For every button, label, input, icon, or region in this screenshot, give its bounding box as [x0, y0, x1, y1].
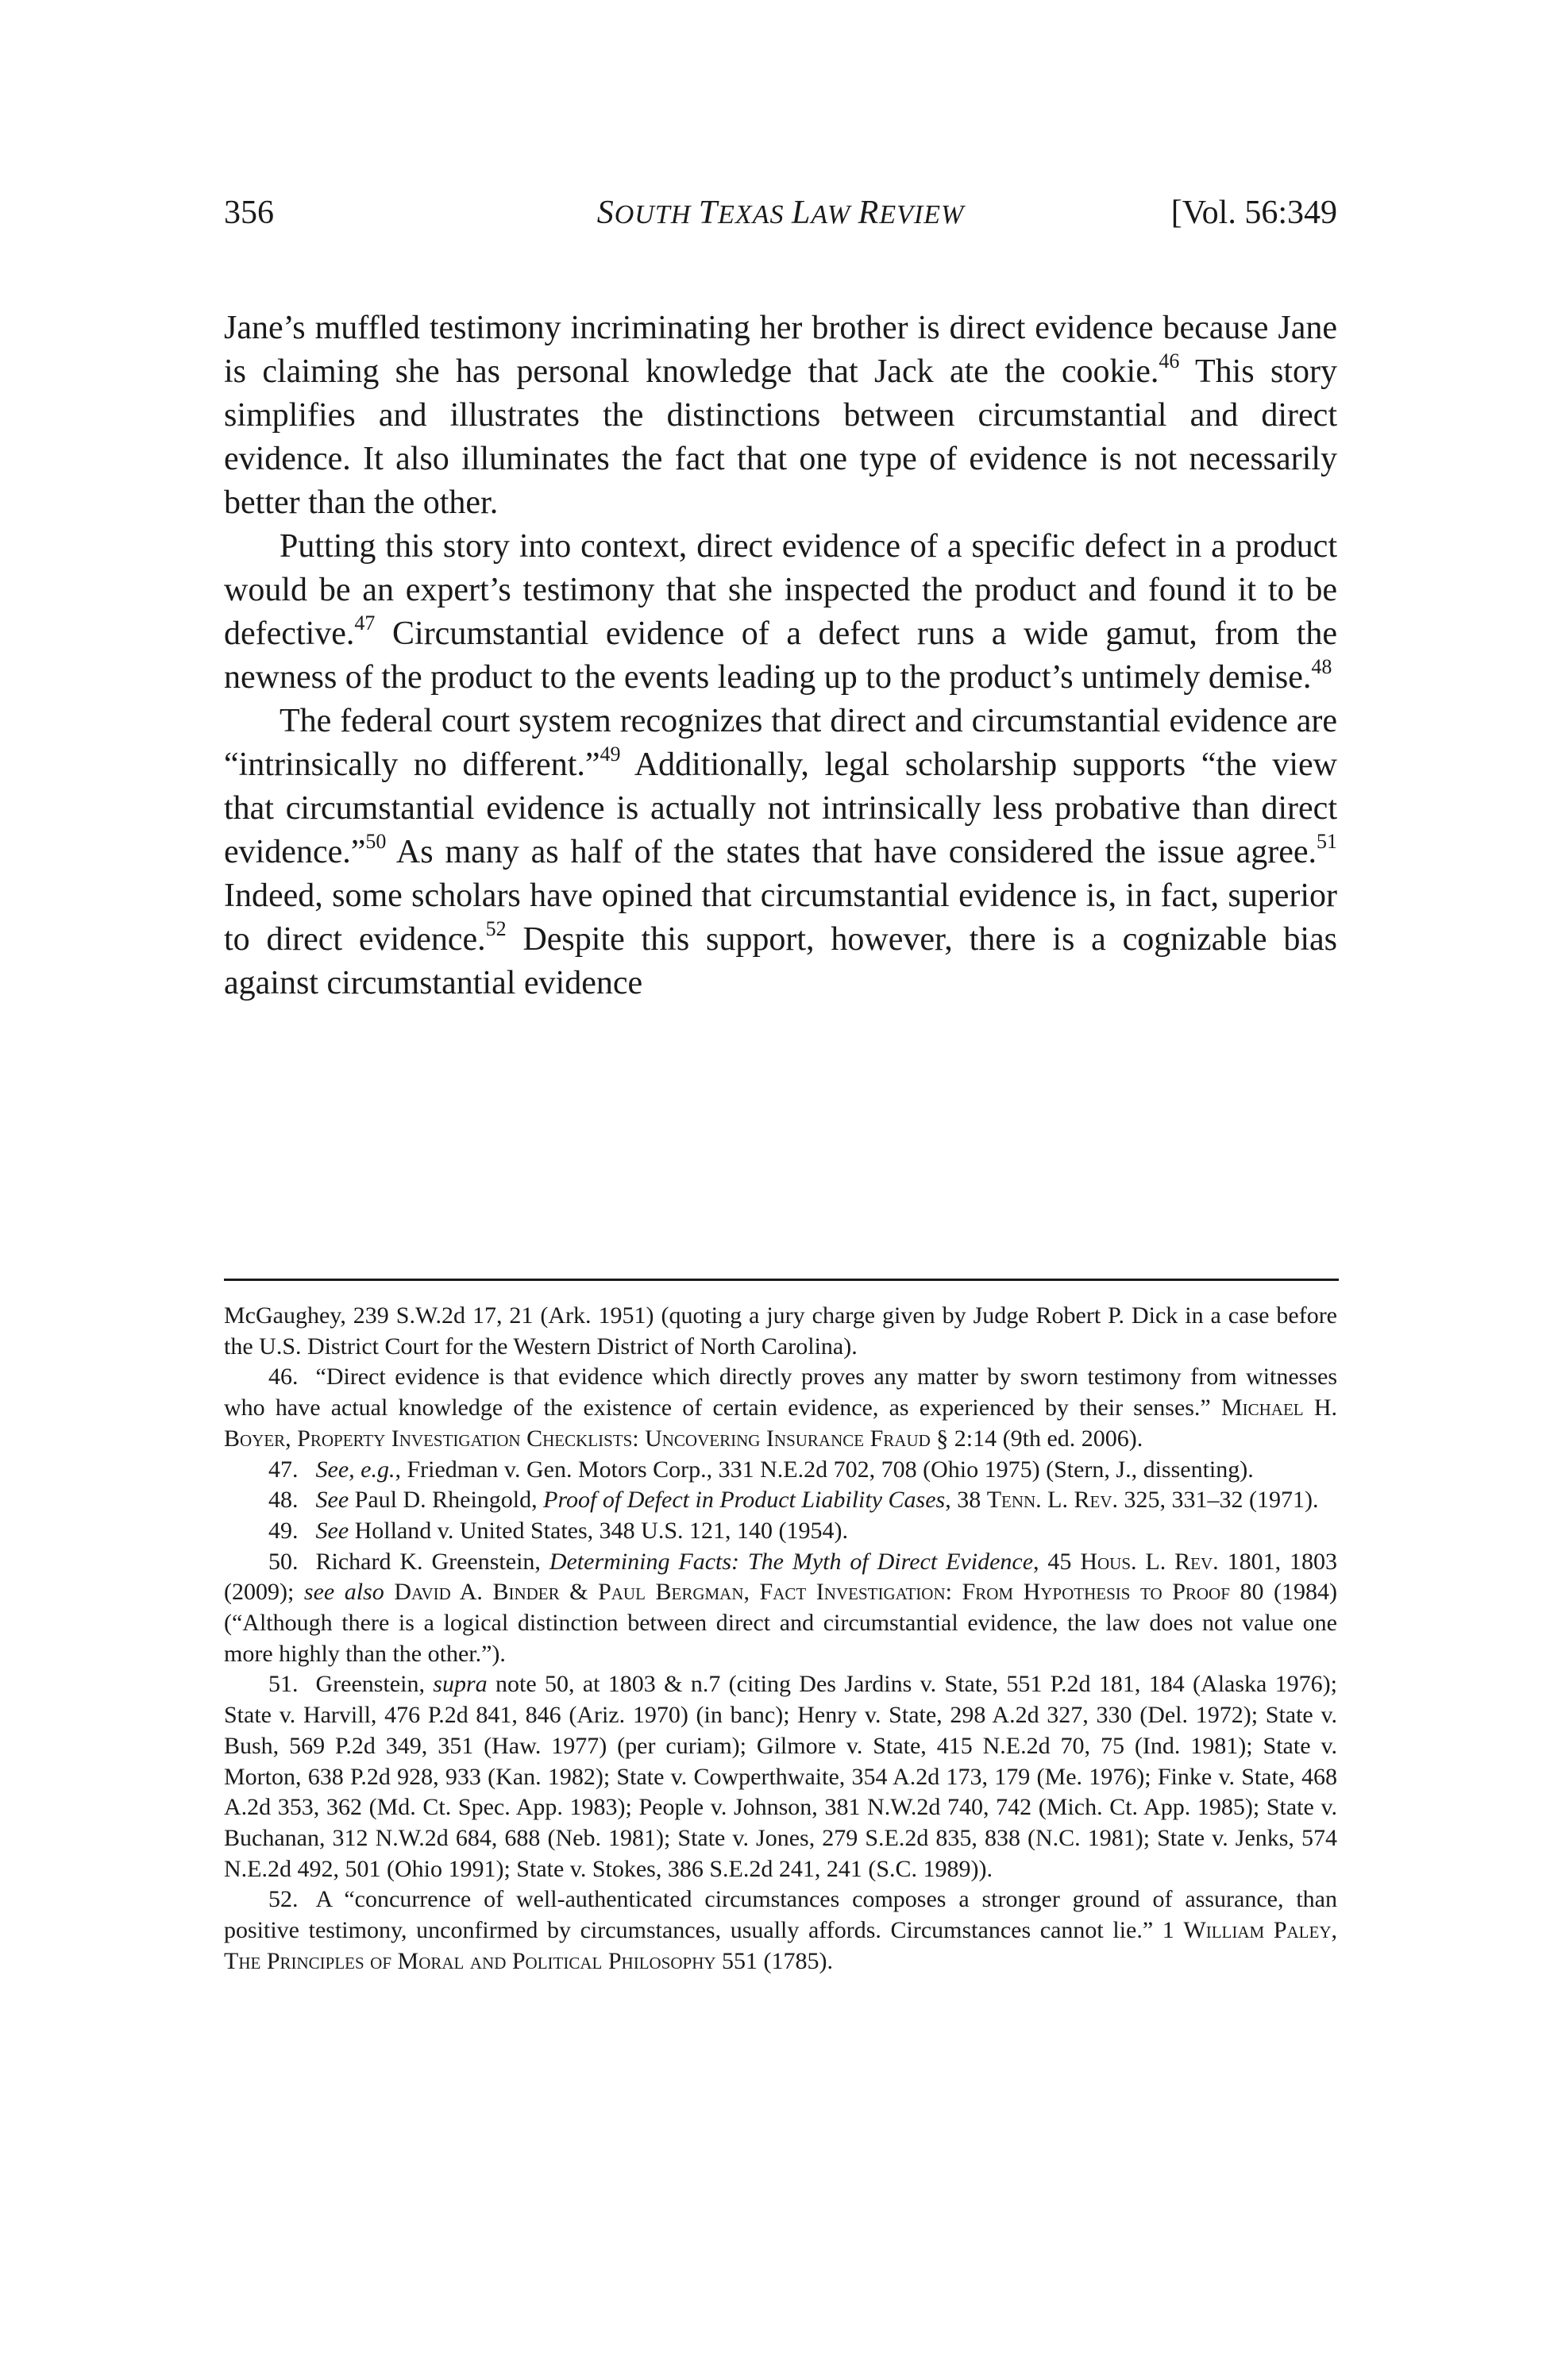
footnote-divider	[224, 1279, 1339, 1281]
volume-citation: [Vol. 56:349	[1170, 195, 1337, 231]
footnote-continuation: McGaughey, 239 S.W.2d 17, 21 (Ark. 1951) (quoting a jury charge given by Judge Robert P. Dick in a case before the U.S. District Court for the Western District of North Carolina).	[224, 1302, 1337, 1360]
footnote-ref-49[interactable]: 49	[600, 743, 621, 766]
footnotes	[224, 1301, 1337, 1977]
footnote-51: 51. Greenstein, supra note 50, at 1803 & n.7 (citing Des Jardins v. State, 551 P.2d 181, 184 (Alaska 1976); State v. Harvill, 476 P.2d 841, 846 (Ariz. 1970) (in banc); Henry v. State, 298 A.2d 327, 330 (Del. 1972); State v. Bush, 569 P.2d 349, 351 (Haw. 1977) (per curiam); Gilmore v. State, 415 N.E.2d 70, 75 (Ind. 1981); State v. Morton, 638 P.2d 928, 933 (Kan. 1982); State v. Cowperthwaite, 354 A.2d 173, 179 (Me. 1976); Finke v. State, 468 A.2d 353, 362 (Md. Ct. Spec. App. 1983); People v. Johnson, 381 N.W.2d 740, 742 (Mich. Ct. App. 1985); State v. Buchanan, 312 N.W.2d 684, 688 (Neb. 1981); State v. Jones, 279 S.E.2d 835, 838 (N.C. 1981); State v. Jenks, 574 N.E.2d 492, 501 (Ohio 1991); State v. Stokes, 386 S.E.2d 241, 241 (S.C. 1989)).	[224, 1671, 1338, 1882]
footnote-ref-47[interactable]: 47	[354, 611, 376, 635]
paragraph-3: The federal court system recognizes that direct and circumstantial evidence are “intrinsically no different.”$^{49}$ Additionally, legal scholarship supports “the view that circumstantial evidence is actually not intrinsically less probative than direct evidence.”$^{50}$ As many as half of the states that have considered the issue agree.$^{51}$ Indeed, some scholars have opined that circumstantial evidence is, in fact, superior to direct evidence.$^{52}$ Despite this support, however, there is a cognizable bias against circumstantial evidence	[224, 703, 1337, 1001]
journal-title: SOUTH TEXAS LAW REVIEW	[596, 195, 965, 231]
running-head	[224, 189, 1337, 237]
body-text	[224, 307, 1337, 1005]
footnote-50: 50. Richard K. Greenstein, Determining Facts: The Myth of Direct Evidence, 45 Hous. L. Rev. 1801, 1803 (2009); see also David A. Binder & Paul Bergman, Fact Investigation: From Hypothesis to Proof 80 (1984) (“Although there is a logical distinction between direct and circumstantial evidence, the law does not value one more highly than the other.”).	[224, 1548, 1338, 1667]
footnote-ref-50[interactable]: 50	[365, 830, 387, 853]
footnote-49: 49. See Holland v. United States, 348 U.S. 121, 140 (1954).	[268, 1517, 848, 1544]
footnote-ref-46[interactable]: 46	[1159, 349, 1180, 372]
footnote-ref-52[interactable]: 52	[485, 917, 507, 940]
footnote-52: 52. A “concurrence of well-authenticated circumstances composes a stronger ground of assurance, than positive testimony, unconfirmed by circumstances, usually affords. Circumstances cannot lie.” 1 William Paley, The Principles of Moral and Political Philosophy 551 (1785).	[224, 1886, 1337, 1974]
page-number: 356	[224, 195, 274, 231]
footnote-46: 46. “Direct evidence is that evidence which directly proves any matter by sworn testimony from witnesses who have actual knowledge of the existence of certain evidence, as experienced by their senses.” Michael H. Boyer, Property Investigation Checklists: Uncovering Insurance Fraud § 2:14 (9th ed. 2006).	[224, 1364, 1338, 1452]
footnote-48: 48. See Paul D. Rheingold, Proof of Defect in Product Liability Cases, 38 Tenn. L. Rev. 325, 331–32 (1971).	[268, 1487, 1319, 1514]
footnote-47: 47. See, e.g., Friedman v. Gen. Motors Corp., 331 N.E.2d 702, 708 (Ohio 1975) (Stern, J., dissenting).	[268, 1456, 1254, 1483]
paragraph-2: Putting this story into context, direct evidence of a specific defect in a product would be an expert’s testimony that she inspected the product and found it to be defective.$^{47}$ Circumstantial evidence of a defect runs a wide gamut, from the newness of the product to the events leading up to the product’s untimely demise.$^{48}$	[224, 528, 1337, 696]
footnote-ref-48[interactable]: 48	[1311, 655, 1332, 678]
footnote-ref-51[interactable]: 51	[1317, 830, 1337, 853]
paragraph-1: Jane’s muffled testimony incriminating her brother is direct evidence because Jane is claiming she has personal knowledge that Jack ate the cookie.$^{46}$ This story simplifies and illustrates the distinctions between circumstantial and direct evidence. It also illuminates the fact that one type of evidence is not necessarily better than the other.	[224, 310, 1337, 521]
